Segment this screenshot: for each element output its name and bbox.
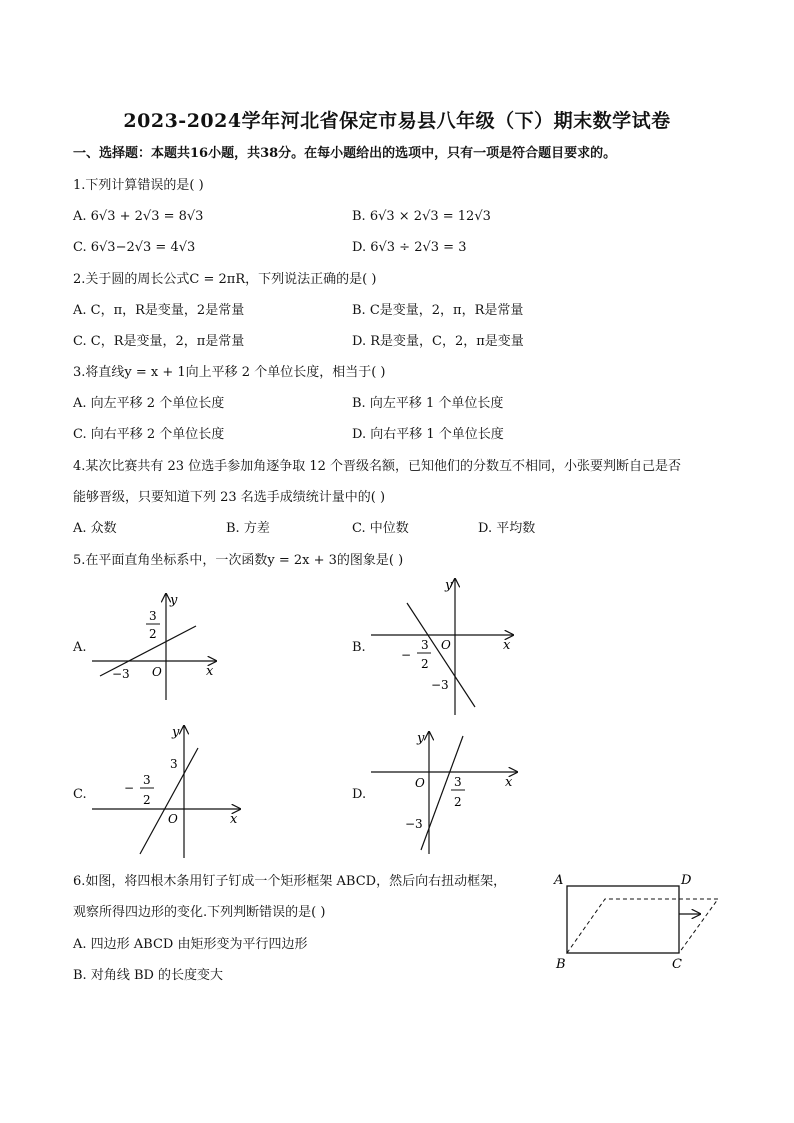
y-intercept-label: −3 (431, 678, 449, 692)
frac-num: 3 (454, 775, 462, 789)
q3-option-b: B. 向左平移 1 个单位长度 (352, 396, 504, 411)
frac-den: 2 (143, 793, 151, 807)
question-4-stem-line1: 4.某次比赛共有 23 位选手参加角逐争取 12 个晋级名额，已知他们的分数互不相同，小张要判断自己是否 (73, 459, 682, 474)
frac-den: 2 (454, 795, 462, 809)
vertex-c-label: C (672, 957, 682, 972)
y-axis-label: y (445, 578, 453, 593)
question-6-stem-line2: 观察所得四边形的变化.下列判断错误的是( ) (73, 905, 326, 920)
frac-den: 2 (149, 627, 157, 641)
q6-option-a: A. 四边形 ABCD 由矩形变为平行四边形 (73, 937, 308, 952)
q3-option-c: C. 向右平移 2 个单位长度 (73, 427, 225, 442)
x-axis-label: x (206, 664, 214, 679)
q4-option-c: C. 中位数 (352, 521, 409, 536)
graph-c (88, 722, 248, 862)
section-heading: 一、选择题：本题共16小题，共38分。在每小题给出的选项中，只有一项是符合题目要求的。 (73, 146, 617, 161)
x-axis-label: x (503, 638, 511, 653)
q2-option-b: B. C是变量，2，π，R是常量 (352, 303, 524, 318)
frac-num: 3 (143, 773, 151, 787)
y-axis-label: y (172, 725, 180, 740)
vertex-a-label: A (554, 873, 564, 888)
q1-option-d: D. 6√3 ÷ 2√3 = 3 (352, 240, 467, 255)
x-intercept-label: −3 (112, 667, 130, 681)
q5-option-b-label: B. (352, 640, 366, 655)
page-title: 2023-2024学年河北省保定市易县八年级（下）期末数学试卷 (123, 110, 671, 132)
frac-num: 3 (149, 609, 157, 623)
x-axis-label: x (230, 812, 238, 827)
question-4-stem-line2: 能够晋级，只要知道下列 23 名选手成绩统计量中的( ) (73, 490, 386, 505)
x-axis-label: x (505, 775, 513, 790)
origin-label: O (168, 812, 178, 826)
y-intercept-label: −3 (405, 817, 423, 831)
origin-label: O (152, 665, 162, 679)
q1-option-c: C. 6√3−2√3 = 4√3 (73, 240, 196, 255)
question-1-stem: 1.下列计算错误的是( ) (73, 178, 204, 193)
origin-label: O (441, 638, 451, 652)
vertex-b-label: B (556, 957, 566, 972)
q1-option-b: B. 6√3 × 2√3 = 12√3 (352, 209, 491, 224)
q5-option-a-label: A. (73, 640, 87, 655)
graph-a (88, 590, 228, 705)
graph-d (367, 728, 522, 858)
q5-option-d-label: D. (352, 787, 367, 802)
q3-option-a: A. 向左平移 2 个单位长度 (73, 396, 225, 411)
q2-option-c: C. C，R是变量，2，π是常量 (73, 334, 245, 349)
y-axis-label: y (170, 593, 178, 608)
question-6-stem-line1: 6.如图，将四根木条用钉子钉成一个矩形框架 ABCD，然后向右扭动框架， (73, 874, 507, 889)
q3-option-d: D. 向右平移 1 个单位长度 (352, 427, 504, 442)
q1-option-a: A. 6√3 + 2√3 = 8√3 (73, 209, 204, 224)
origin-label: O (415, 776, 425, 790)
question-5-stem: 5.在平面直角坐标系中，一次函数y = 2x + 3的图象是( ) (73, 553, 404, 568)
question-3-stem: 3.将直线y = x + 1向上平移 2 个单位长度，相当于( ) (73, 365, 386, 380)
q4-option-a: A. 众数 (73, 521, 117, 536)
q2-option-d: D. R是变量，C，2，π是变量 (352, 334, 524, 349)
frac-num: 3 (421, 638, 429, 652)
graph-b (367, 575, 517, 720)
q4-option-b: B. 方差 (226, 521, 270, 536)
q2-option-a: A. C，π，R是变量，2是常量 (73, 303, 245, 318)
y-intercept-label: 3 (170, 757, 178, 771)
q6-option-b: B. 对角线 BD 的长度变大 (73, 968, 224, 983)
vertex-d-label: D (681, 873, 692, 888)
q4-option-d: D. 平均数 (478, 521, 536, 536)
frac-sign: − (401, 648, 412, 662)
rectangle-frame-figure (548, 868, 728, 976)
y-axis-label: y (417, 731, 425, 746)
q5-option-c-label: C. (73, 787, 87, 802)
question-2-stem: 2.关于圆的周长公式C = 2πR，下列说法正确的是( ) (73, 272, 377, 287)
frac-den: 2 (421, 657, 429, 671)
frac-sign: − (124, 781, 135, 795)
